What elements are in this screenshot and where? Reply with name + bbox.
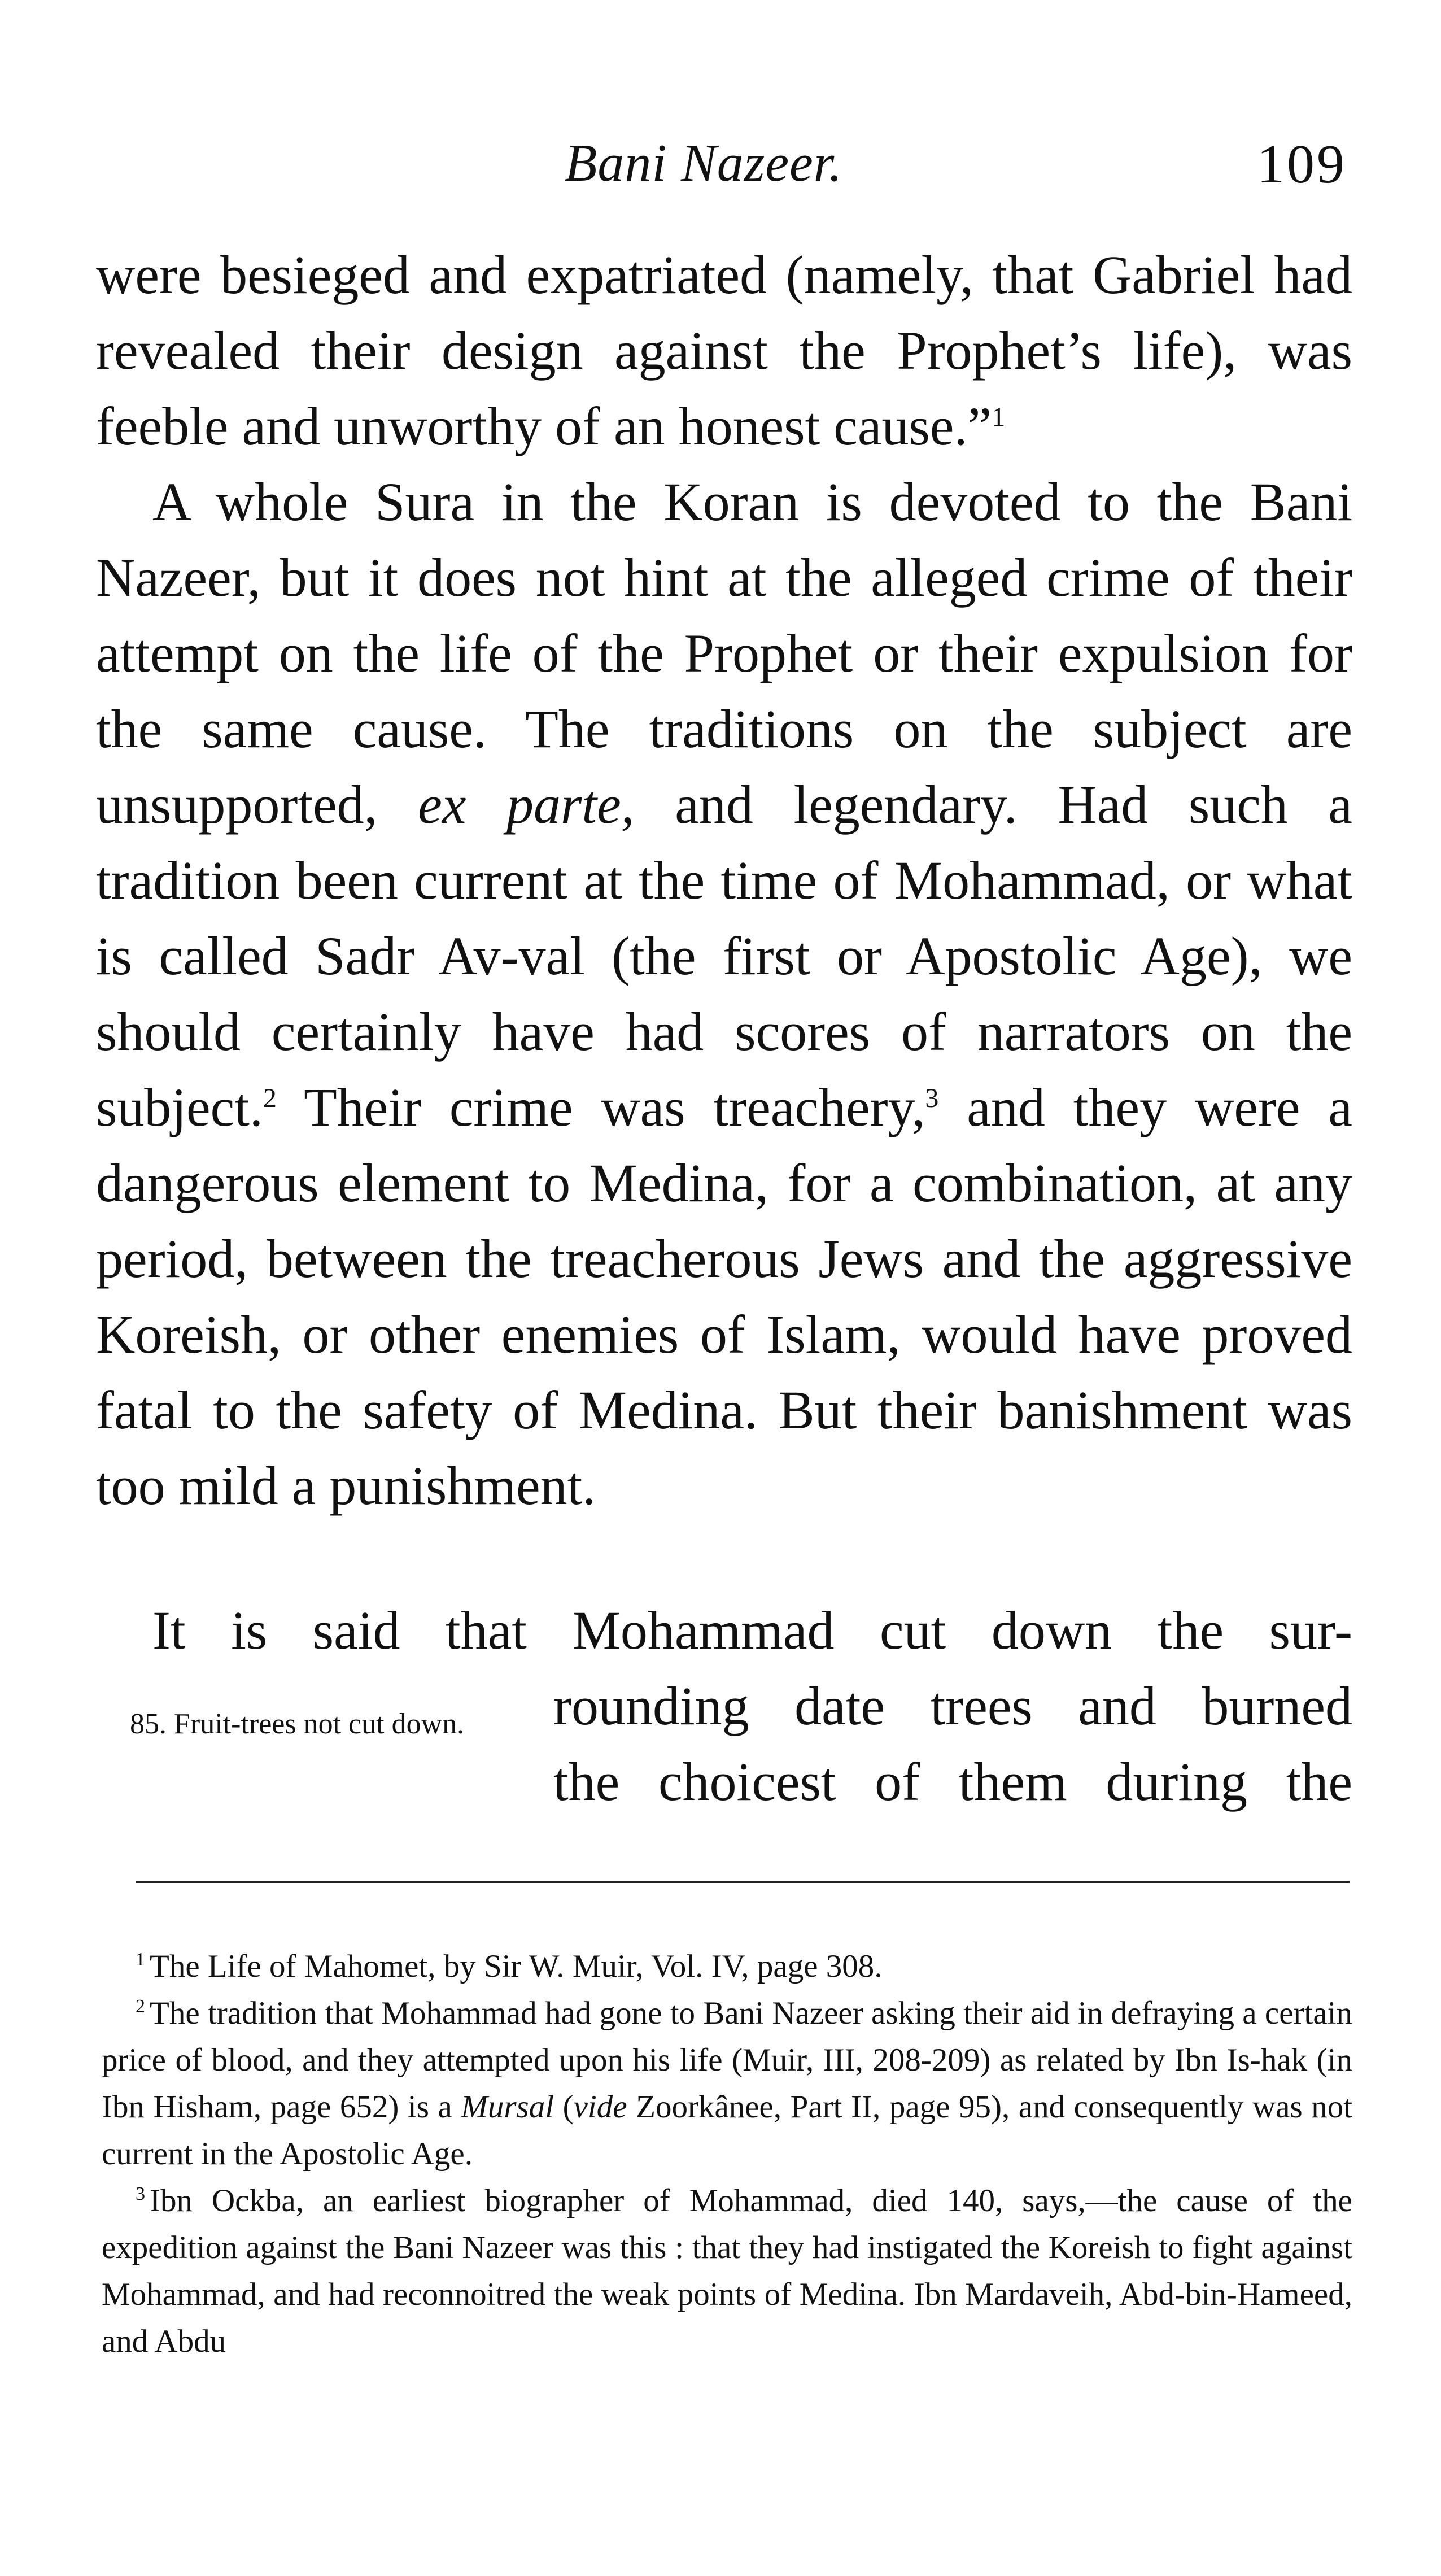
footnote-3: $^3$ Ibn Ockba, an earliest biographer of Mohammad, died 140, says,—the cause of the expedition against the Bani Nazeer was this : that they had instigated the Koreish to fight against Mohammad, and had reconnoitred the weak points of Medina. Ibn Mardaveih, Abd-bin-Hameed, and Abdu bbox=[102, 2183, 1352, 2359]
paragraph-3-line-2: rounding date trees and burned bbox=[553, 1676, 1352, 1736]
page-header bbox=[96, 133, 1352, 212]
footnote-divider bbox=[136, 1881, 1350, 1883]
paragraph-3-continuation bbox=[553, 1668, 1352, 1820]
paragraph-3 bbox=[96, 1593, 1352, 1830]
running-title: Bani Nazeer. bbox=[565, 134, 843, 193]
footnote-ref-2: 2 bbox=[263, 1083, 277, 1113]
footnote-ref-1: 1 bbox=[992, 402, 1006, 432]
paragraph-2: A whole Sura in the Koran is devoted to the Bani Nazeer, but it does not hint at the alleged crime of their attempt on the life of the Prophet or their expulsion for the same cause. The traditions on the subject are unsupported, ex parte, and legendary. Had such a tradition been current at the time of Mohammad, or what is called Sadr Av-val (the first or Apostolic Age), we should certainly have had scores of narrators on the subject.$^2$ Their crime was treachery,$^3$ and they were a dangerous element to Medina, for a combination, at any period, between the treacherous Jews and the aggressive Koreish, or other enemies of Islam, would have proved fatal to the safety of Medina. But their banishment was too mild a punishment. bbox=[96, 472, 1353, 1516]
marginal-note: 85. Fruit-trees not cut down. bbox=[130, 1708, 465, 1740]
italic-phrase: ex parte, bbox=[418, 774, 635, 835]
paragraph-3-line-1: It is said that Mohammad cut down the sur- bbox=[152, 1600, 1352, 1660]
paragraph-1: were besieged and expatriated (namely, that Gabriel had revealed their design against the Prophet’s life), was feeble and unworthy of an honest cause.”$^1$ bbox=[96, 245, 1352, 456]
footnote-2: $^2$ The tradition that Mohammad had gone to Bani Nazeer asking their aid in defraying a certain price of blood, and they attempted upon his life (Muir, III, 208-209) as related by Ibn Is-hak (in Ibn Hisham, page 652) is a Mursal (vide Zoorkânee, Part II, page 95), and consequently was not current in the Apostolic Age. bbox=[102, 1995, 1353, 2172]
paragraph-3-line-3: the choicest of them during the bbox=[553, 1751, 1352, 1812]
main-text bbox=[96, 237, 1352, 1524]
footnote-1: $^1$ The Life of Mahomet, by Sir W. Muir, Vol. IV, page 308. bbox=[136, 1949, 883, 1984]
footnotes bbox=[102, 1943, 1352, 2365]
page-number: 109 bbox=[1257, 134, 1347, 195]
footnote-ref-3: 3 bbox=[925, 1083, 939, 1113]
